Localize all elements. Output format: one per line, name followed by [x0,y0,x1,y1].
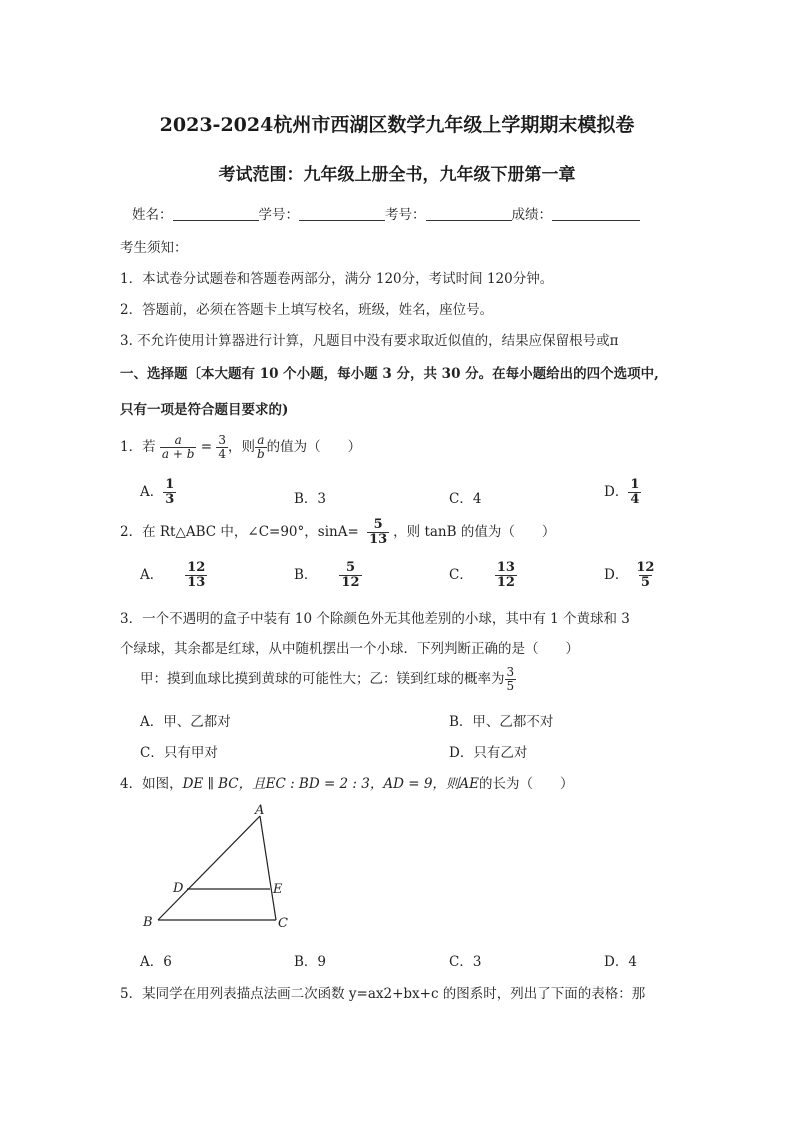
label-c: C [278,916,288,931]
q4-option-b[interactable]: B．9 [294,954,327,970]
q2-option-a[interactable]: A． $\frac{12}{13}$ [140,560,206,590]
q2-prefix: 2．在 Rt△ABC 中，∠C=90°，sinA= [120,524,359,540]
page-title: 2023-2024杭州市西湖区数学九年级上学期期末模拟卷 [159,114,635,136]
q5-line-1: 5．某同学在用列表描点法画二次函数 y=ax2+bx+c 的图系时，列出了下面的表格：那 [120,986,646,1002]
q4-option-d[interactable]: D．4 [604,954,637,970]
q1-equals: = [200,439,213,455]
q2-option-c[interactable]: C． $\frac{13}{12}$ [449,560,515,590]
q3-option-c[interactable]: C．只有甲对 [140,745,218,761]
notice-item-3: 3. 不允许使用计算器进行计算，凡题目中没有要求取近似值的，结果应保留根号或π [120,333,619,349]
side-ab [158,816,260,920]
q3-option-d[interactable]: D．只有乙对 [449,745,528,761]
triangle-figure [130,800,300,935]
name-label: 姓名： [132,207,173,223]
section-heading-line2: 只有一项是符合题目要求的) [120,402,289,418]
q2-option-b[interactable]: B． $\frac{5}{12}$ [294,560,360,590]
student-id-label: 学号： [258,207,299,223]
label-b: B [143,915,153,930]
score-label: 成绩： [511,207,552,223]
q4-option-c[interactable]: C．3 [449,954,482,970]
info-fields [132,203,640,223]
label-e: E [273,882,283,897]
q1-fraction-3-over-4: $\frac{3}{4}$ [218,433,226,461]
question-2 [120,518,555,547]
q2-option-d[interactable]: D． $\frac{12}{5}$ [604,560,655,590]
q3-option-b[interactable]: B．甲、乙都不对 [449,714,554,730]
notice-item-1: 1．本试卷分试题卷和答题卷两部分，满分 120分，考试时间 120分钟。 [120,271,554,287]
q3-option-a[interactable]: A．甲、乙都对 [140,714,231,730]
q4-math: DE ∥ BC，且EC : BD = 2 : 3，AD = 9，则AE [182,776,480,792]
q2-fraction-5-over-13: $\frac{5}{13}$ [369,517,388,547]
question-1 [120,434,361,461]
q4-option-a[interactable]: A．6 [140,954,172,970]
question-4: 4．如图，DE ∥ BC，且EC : BD = 2 : 3，AD = 9，则AE的长为（ ） [120,776,574,792]
q1-prefix: 1．若 [120,439,156,455]
q1-fraction-a-over-b: $\frac{a}{b}$ [256,433,265,461]
q1-suffix: 的值为（ ） [266,439,362,455]
q3-fraction-3-over-5: $\frac{3}{5}$ [506,665,515,693]
notice-item-2: 2．答题前，必须在答题卡上填写校名，班级，姓名，座位号。 [120,302,494,318]
page-subtitle: 考试范围：九年级上册全书，九年级下册第一章 [218,165,576,185]
name-blank[interactable] [173,206,259,221]
q1-option-c[interactable]: C．4 [449,491,482,507]
q2-suffix: ，则 tanB 的值为（ ） [393,524,556,540]
q1-mid: ，则 [227,439,255,455]
q1-option-d[interactable]: D． $\frac{1}{4}$ [604,477,640,507]
notice-heading: 考生须知： [120,240,188,256]
label-a: A [255,803,265,818]
q1-option-b[interactable]: B．3 [294,491,327,507]
exam-no-label: 考号： [385,207,426,223]
q3-statement: 甲：摸到血球比摸到黄球的可能性大；乙：镁到红球的概率为 $\frac{3}{5}$ [140,665,515,693]
label-d: D [173,881,184,896]
score-blank[interactable] [552,206,640,221]
exam-no-blank[interactable] [426,206,512,221]
side-ac [260,816,276,920]
q3-line-1: 3．一个不遇明的盒子中装有 10 个除颜色外无其他差别的小球，其中有 1 个黄球和 3 [120,611,630,627]
student-id-blank[interactable] [299,206,385,221]
q3-line-2: 个绿球，其余都是红球，从中随机摆出一个小球．下列判断正确的是（ ） [120,641,579,657]
section-heading-line1: 一、选择题〔本大题有 10 个小题，每小题 3 分，共 30 分。在每小题给出的四个选项中, [120,366,659,382]
q1-fraction-a-over-a-plus-b: $\frac{a}{a + b}$ [161,433,195,461]
q1-option-a[interactable]: A． $\frac{1}{3}$ [140,477,175,507]
